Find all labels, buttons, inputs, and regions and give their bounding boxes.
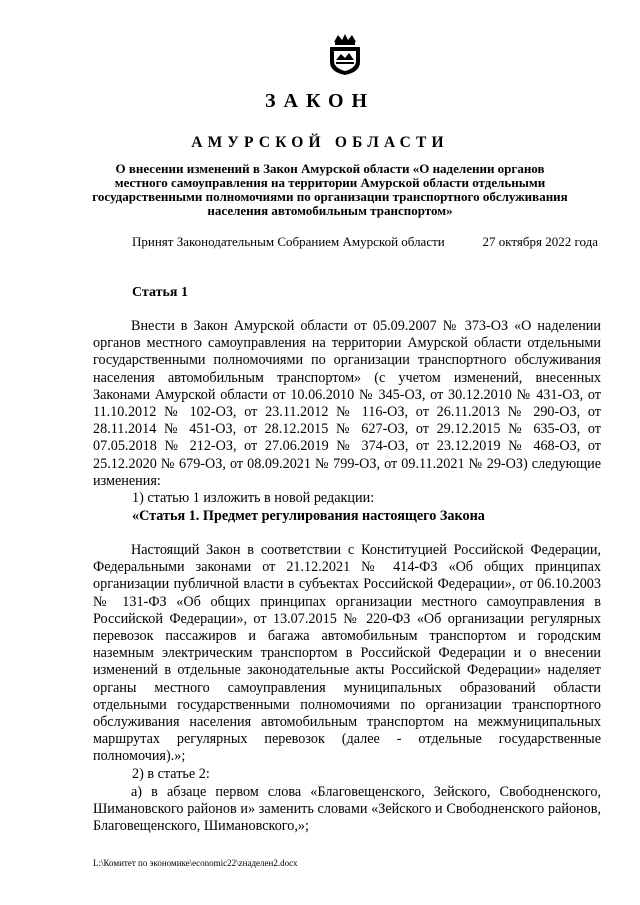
item-2: 2) в статье 2:	[132, 766, 210, 782]
region-title: АМУРСКОЙ ОБЛАСТИ	[191, 134, 449, 151]
article-1-title: «Статья 1. Предмет регулирования настоящего Закона	[132, 508, 485, 524]
article-heading: Статья 1	[132, 285, 188, 300]
law-title: ЗАКОН	[264, 90, 376, 112]
adoption-text: Принят Законодательным Собранием Амурской области	[132, 234, 445, 249]
article-intro-paragraph: Внести в Закон Амурской области от 05.09.2007 № 373-ОЗ «О наделении органов местного самоуправления на территории Амурской области отдельными государственными полномочиями по организации транспортного обслуживания населения автомобильным транспортом» (с учетом изменений, внесенных Законами Амурской области от 10.06.2010 № 345-ОЗ, от 30.12.2010 № 431-ОЗ, от 11.10.2012 № 102-ОЗ, от 23.11.2012 № 116-ОЗ, от 26.11.2013 № 290-ОЗ, от 28.11.2014 № 451-ОЗ, от 28.12.2015 № 627-ОЗ, от 29.12.2015 № 635-ОЗ, от 07.05.2018 № 212-ОЗ, от 27.06.2019 № 374-ОЗ, от 23.12.2019 № 468-ОЗ, от 25.12.2020 № 679-ОЗ, от 08.09.2021 № 799-ОЗ, от 09.11.2021 № 29-ОЗ) следующие изменения:	[93, 318, 601, 489]
item-2a-paragraph: а) в абзаце первом слова «Благовещенского, Зейского, Свободненского, Шимановского районов и» заменить словами «Зейского и Свободненского районов, Благовещенского, Шимановского,»;	[93, 784, 601, 835]
item-1: 1) статью 1 изложить в новой редакции:	[132, 490, 375, 506]
article-1-body-paragraph: Настоящий Закон в соответствии с Конституцией Российской Федерации, Федеральными законами от 21.12.2021 № 414-ФЗ «Об общих принципах организации публичной власти в субъектах Российской Федерации», от 06.10.2003 № 131-ФЗ «Об общих принципах организации местного самоуправления в Российской Федерации», от 13.07.2015 № 220-ФЗ «Об организации регулярных перевозок пассажиров и багажа автомобильным транспортом и городским наземным электрическим транспортом в Российской Федерации и о внесении изменений в отдельные законодательные акты Российской Федерации» наделяет органы местного самоуправления муниципальных образований области отдельными государственными полномочиями по организации транспортного обслуживания населения автомобильным транспортом на межмуниципальных маршрутах регулярных перевозок (далее - отдельные государственные полномочия).»;	[93, 542, 601, 765]
adoption-date: 27 октября 2022 года	[482, 234, 598, 249]
law-subject: О внесении изменений в Закон Амурской области «О наделении органов местного самоуправления на территории Амурской области отдельными государственными полномочиями по организации транспортного обслуживания населения автомобильным транспортом»	[92, 161, 568, 218]
amur-oblast-coat-of-arms-icon	[326, 32, 364, 76]
file-path-footer: L:\Комитет по экономике\economic22\zнаделен2.docx	[93, 858, 298, 868]
adoption-line	[132, 234, 598, 250]
